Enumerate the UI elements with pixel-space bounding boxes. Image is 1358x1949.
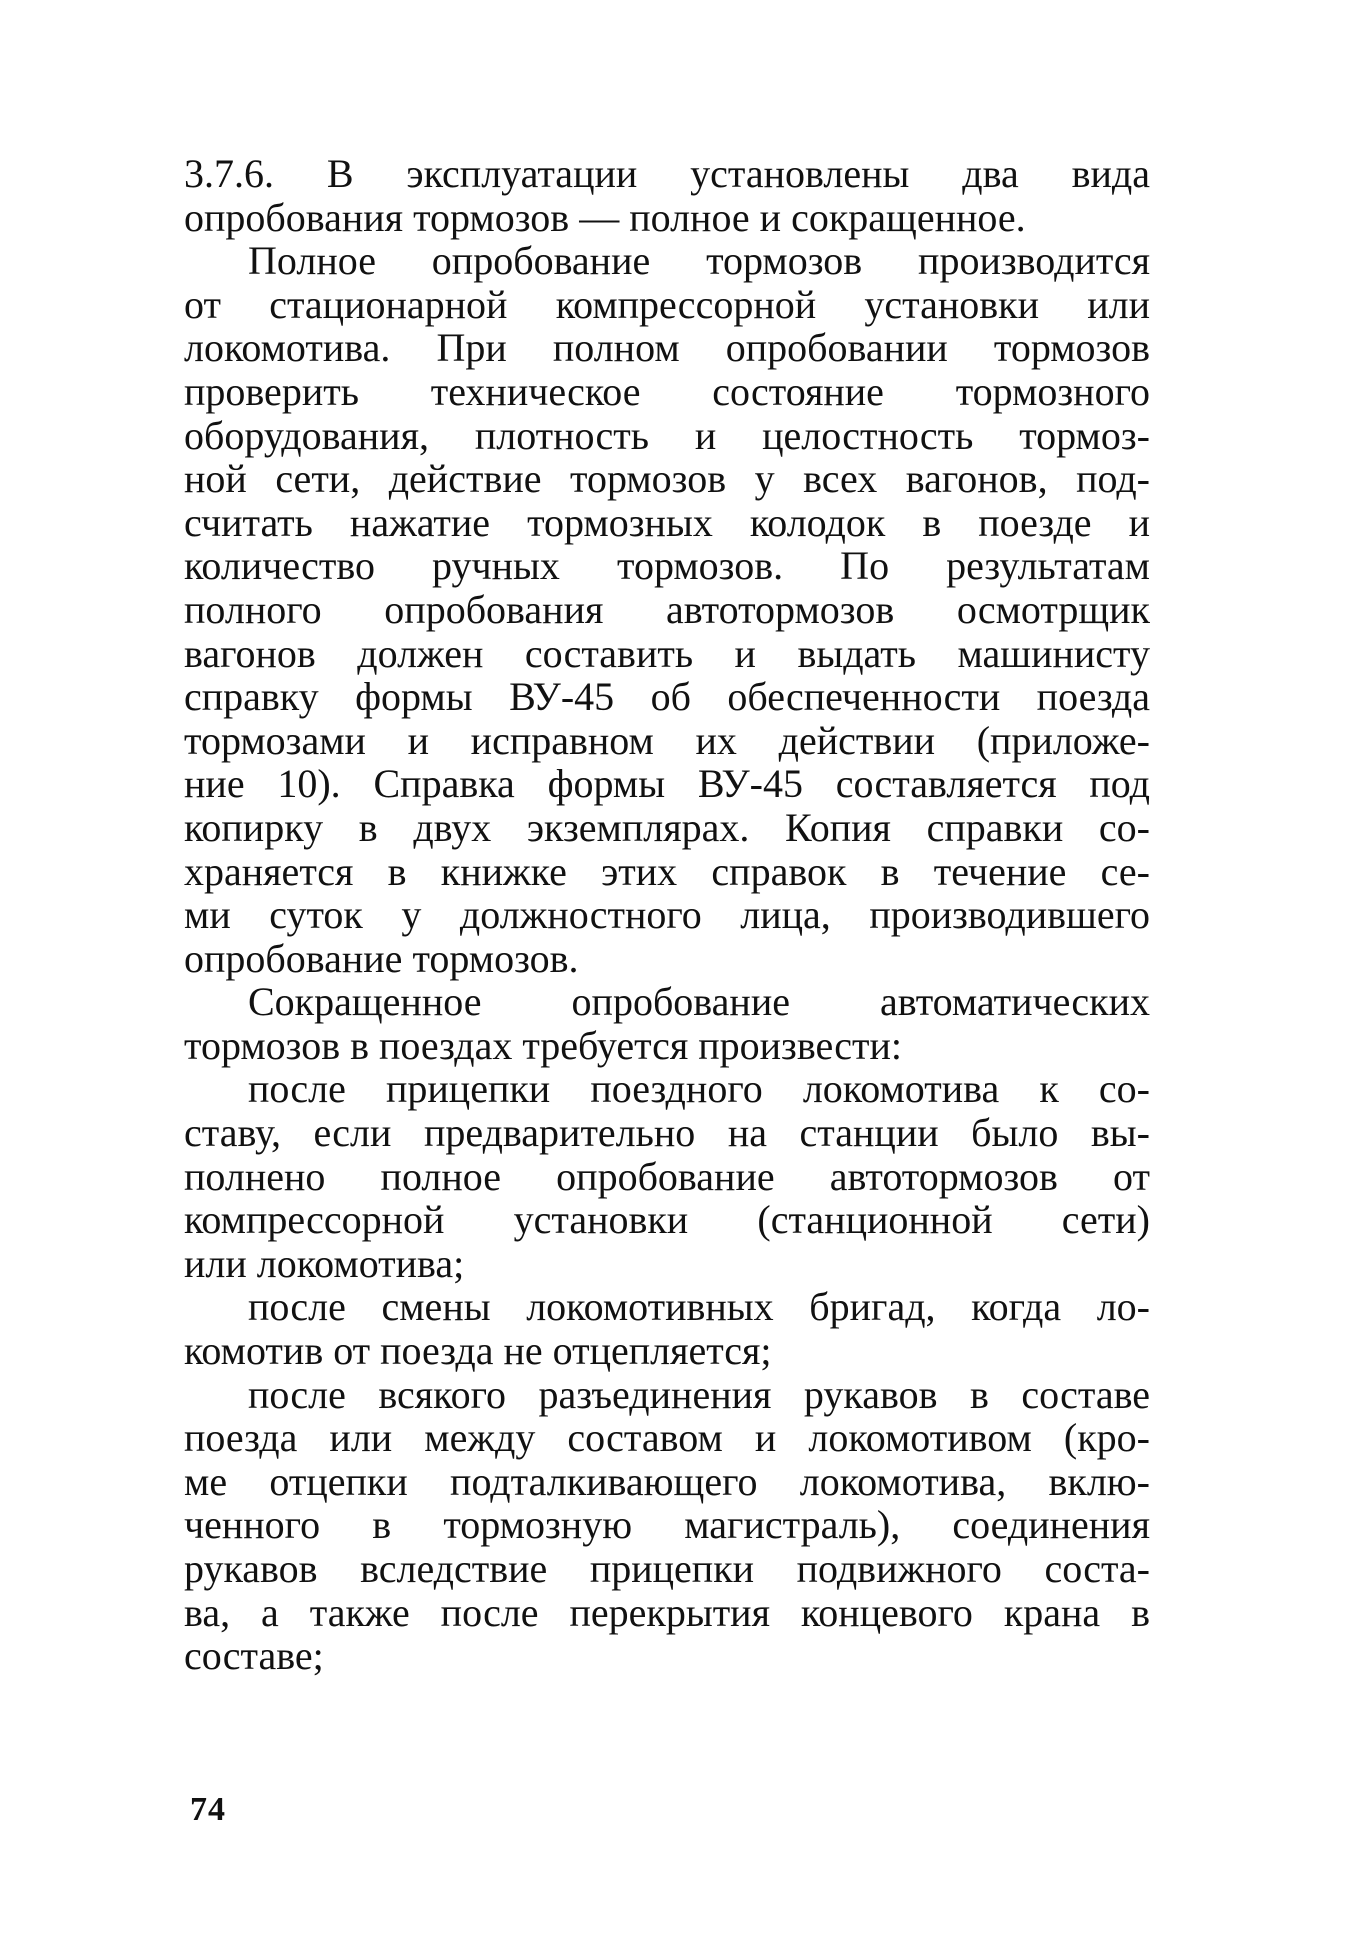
text-line: оборудования, плотность и целостность тормоз- bbox=[184, 412, 1150, 458]
paragraph bbox=[184, 1373, 1150, 1678]
text-line: комотив от поезда не отцепляется; bbox=[184, 1328, 772, 1374]
text-line: поезда или между составом и локомотивом (кро- bbox=[184, 1415, 1150, 1461]
text-line: после всякого разъединения рукавов в составе bbox=[248, 1371, 1150, 1417]
text-line: после смены локомотивных бригад, когда ло- bbox=[248, 1284, 1150, 1330]
text-line: копирку в двух экземплярах. Копия справки со- bbox=[184, 804, 1150, 850]
body-text bbox=[184, 152, 1150, 1678]
text-line: рукавов вследствие прицепки подвижного соста- bbox=[184, 1546, 1150, 1591]
text-line: составе; bbox=[184, 1633, 324, 1679]
text-line: ставу, если предварительно на станции было вы- bbox=[184, 1110, 1150, 1156]
text-line: считать нажатие тормозных колодок в поезде и bbox=[184, 499, 1150, 545]
paragraph bbox=[184, 1067, 1150, 1285]
text-line: ченного в тормозную магистраль), соединения bbox=[184, 1502, 1150, 1548]
text-line: Сокращенное опробование автоматических bbox=[248, 979, 1150, 1025]
text-line: тормозов в поездах требуется произвести: bbox=[184, 1022, 902, 1068]
text-line: локомотива. При полном опробовании тормозов bbox=[184, 325, 1150, 371]
paragraph bbox=[184, 152, 1150, 239]
text-line: ной сети, действие тормозов у всех вагонов, под- bbox=[184, 456, 1150, 502]
text-line: полнено полное опробование автотормозов от bbox=[184, 1153, 1150, 1199]
text-line: или локомотива; bbox=[184, 1240, 465, 1286]
page-number: 74 bbox=[190, 1791, 226, 1828]
text-line: 3.7.6. В эксплуатации установлены два вида bbox=[184, 151, 1150, 196]
text-line: Полное опробование тормозов производится bbox=[248, 238, 1150, 284]
text-line: справку формы ВУ-45 об обеспеченности поезда bbox=[184, 674, 1150, 720]
text-line: вагонов должен составить и выдать машинисту bbox=[184, 630, 1150, 676]
text-line: количество ручных тормозов. По результатам bbox=[184, 543, 1150, 589]
text-line: ва, а также после перекрытия концевого крана в bbox=[184, 1589, 1150, 1635]
text-line: после прицепки поездного локомотива к со- bbox=[248, 1066, 1150, 1112]
text-line: храняется в книжке этих справок в течение се- bbox=[184, 848, 1150, 894]
text-line: от стационарной компрессорной установки или bbox=[184, 281, 1150, 327]
text-line: ние 10). Справка формы ВУ-45 составляется под bbox=[184, 761, 1150, 807]
text-line: ми суток у должностного лица, производившего bbox=[184, 892, 1150, 938]
text-line: опробование тормозов. bbox=[184, 935, 579, 981]
text-line: тормозами и исправном их действии (приложе- bbox=[184, 717, 1150, 763]
text-line: опробования тормозов — полное и сокращенное. bbox=[184, 194, 1026, 240]
text-line: компрессорной установки (станционной сети) bbox=[184, 1197, 1150, 1243]
paragraph bbox=[184, 980, 1150, 1067]
text-line: проверить техническое состояние тормозного bbox=[184, 368, 1150, 414]
paragraph bbox=[184, 1285, 1150, 1372]
text-line: ме отцепки подталкивающего локомотива, вклю- bbox=[184, 1458, 1150, 1504]
text-line: полного опробования автотормозов осмотрщик bbox=[184, 586, 1150, 632]
paragraph bbox=[184, 239, 1150, 980]
